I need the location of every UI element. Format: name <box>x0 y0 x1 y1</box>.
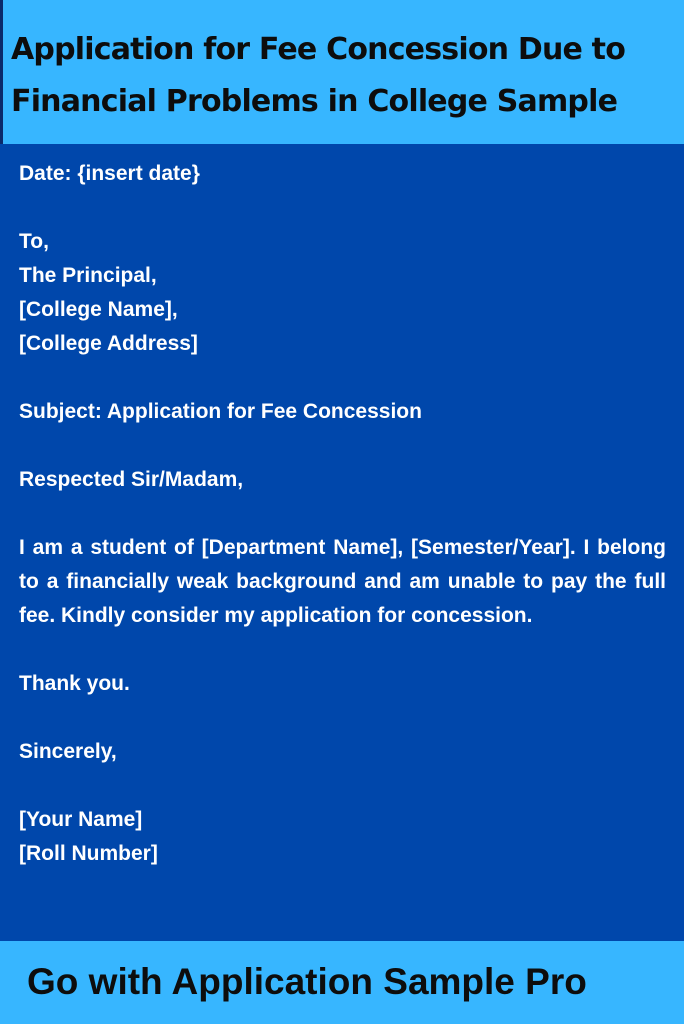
spacer <box>19 497 666 531</box>
header-banner <box>0 0 684 144</box>
page-title <box>11 24 681 128</box>
spacer <box>19 361 666 395</box>
footer-tagline: Go with Application Sample Pro <box>27 961 587 1002</box>
footer-banner <box>0 941 684 1024</box>
letter-to: To, <box>19 230 49 253</box>
letter-salutation: Respected Sir/Madam, <box>19 468 244 491</box>
letter-body <box>19 157 666 871</box>
page-title-line-2: Financial Problems in College Sample <box>11 84 618 119</box>
letter-closing: Sincerely, <box>19 740 117 763</box>
letter-recipient: The Principal, <box>19 264 157 287</box>
spacer <box>19 429 666 463</box>
spacer <box>19 701 666 735</box>
letter-thanks: Thank you. <box>19 672 130 695</box>
spacer <box>19 191 666 225</box>
letter-college-address: [College Address] <box>19 332 198 355</box>
spacer <box>19 769 666 803</box>
letter-date: Date: {insert date} <box>19 162 200 185</box>
page-title-line-1: Application for Fee Concession Due to <box>11 32 626 67</box>
spacer <box>19 633 666 667</box>
letter-college-name: [College Name], <box>19 298 178 321</box>
letter-paragraph: I am a student of [Department Name], [Semester/Year]. I belong to a financially weak background and am unable to pay the full fee. Kindly consider my application for concession. <box>19 536 666 627</box>
letter-subject: Subject: Application for Fee Concession <box>19 400 422 423</box>
letter-roll-number: [Roll Number] <box>19 842 158 865</box>
letter-your-name: [Your Name] <box>19 808 143 831</box>
